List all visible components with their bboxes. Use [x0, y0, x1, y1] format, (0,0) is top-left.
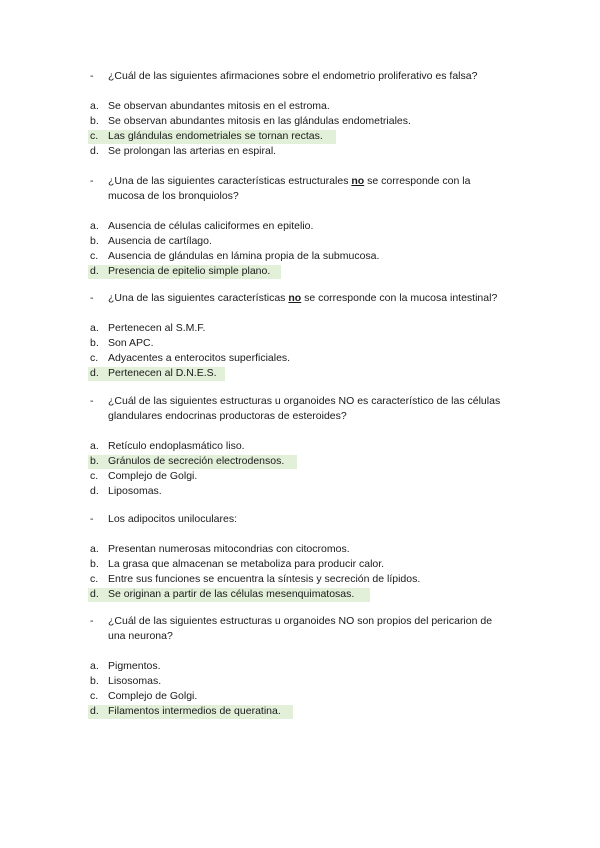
question-bullet: - — [90, 513, 94, 525]
option-c-correct — [0, 129, 600, 144]
option-text: Pertenecen al D.N.E.S. — [108, 367, 217, 379]
question-text-continued: mucosa de los bronquiolos? — [108, 190, 239, 202]
question-bullet: - — [90, 395, 94, 407]
option-c — [0, 689, 600, 704]
option-text: Se observan abundantes mitosis en el estroma. — [108, 100, 330, 112]
question-bullet: - — [90, 70, 94, 82]
question-text: ¿Cuál de las siguientes estructuras u organoides NO es característico de las células — [108, 395, 501, 407]
option-letter: a. — [90, 322, 99, 334]
question-2 — [0, 174, 600, 279]
option-c — [0, 351, 600, 366]
option-text: Presentan numerosas mitocondrias con citocromos. — [108, 543, 350, 555]
option-text: Presencia de epitelio simple plano. — [108, 265, 271, 277]
option-d-correct — [0, 264, 600, 279]
option-letter: b. — [90, 558, 99, 570]
question-text-part: ¿Una de las siguientes características — [108, 292, 289, 304]
option-text: Complejo de Golgi. — [108, 690, 198, 702]
option-text: Pertenecen al S.M.F. — [108, 322, 206, 334]
option-d-correct — [0, 587, 600, 602]
option-b — [0, 336, 600, 351]
option-letter: d. — [90, 705, 99, 717]
question-bullet: - — [90, 615, 94, 627]
question-text: Los adipocitos uniloculares: — [108, 513, 237, 525]
option-text: Se originan a partir de las células mesenquimatosas. — [108, 588, 355, 600]
option-letter: a. — [90, 220, 99, 232]
question-bullet: - — [90, 175, 94, 187]
question-text — [108, 174, 470, 189]
option-b — [0, 114, 600, 129]
question-bullet: - — [90, 292, 94, 304]
option-letter: d. — [90, 588, 99, 600]
option-d-correct — [0, 366, 600, 381]
question-6 — [0, 614, 600, 719]
option-text: Se prolongan las arterias en espiral. — [108, 145, 277, 157]
question-text-part: se corresponde con la — [364, 175, 471, 187]
question-text-continued: glandulares endocrinas productoras de esteroides? — [108, 410, 347, 422]
option-a — [0, 219, 600, 234]
option-a — [0, 321, 600, 336]
question-text-part: ¿Una de las siguientes características estructurales — [108, 175, 352, 187]
option-text: Son APC. — [108, 337, 154, 349]
emphasis-no: no — [288, 292, 302, 304]
option-text: Retículo endoplasmático liso. — [108, 440, 245, 452]
question-5 — [0, 512, 600, 602]
option-text: Ausencia de células caliciformes en epitelio. — [108, 220, 314, 232]
emphasis-no: no — [351, 175, 365, 187]
option-text: Liposomas. — [108, 485, 162, 497]
option-letter: c. — [90, 573, 99, 585]
option-letter: c. — [90, 690, 99, 702]
option-text: Adyacentes a enterocitos superficiales. — [108, 352, 291, 364]
option-text: Gránulos de secreción electrodensos. — [108, 455, 285, 467]
option-letter: c. — [90, 470, 99, 482]
option-letter: b. — [90, 675, 99, 687]
option-c — [0, 572, 600, 587]
option-text: Ausencia de cartílago. — [108, 235, 212, 247]
question-text: ¿Cuál de las siguientes estructuras u organoides NO son propios del pericarion de — [108, 615, 493, 627]
option-letter: d. — [90, 485, 99, 497]
option-letter: b. — [90, 115, 99, 127]
option-a — [0, 542, 600, 557]
option-letter: c. — [90, 250, 99, 262]
question-text: ¿Cuál de las siguientes afirmaciones sobre el endometrio proliferativo es falsa? — [108, 70, 478, 82]
question-3 — [0, 291, 600, 381]
question-text-part: se corresponde con la mucosa intestinal? — [301, 292, 498, 304]
option-text: Ausencia de glándulas en lámina propia de la submucosa. — [108, 250, 380, 262]
option-a — [0, 439, 600, 454]
option-letter: a. — [90, 440, 99, 452]
option-text: Las glándulas endometriales se tornan rectas. — [108, 130, 323, 142]
option-letter: c. — [90, 130, 99, 142]
option-letter: b. — [90, 235, 99, 247]
option-letter: a. — [90, 543, 99, 555]
question-4 — [0, 394, 600, 499]
question-1 — [0, 69, 600, 159]
option-letter: b. — [90, 455, 99, 467]
option-b — [0, 674, 600, 689]
option-text: La grasa que almacenan se metaboliza para producir calor. — [108, 558, 385, 570]
option-b — [0, 234, 600, 249]
option-d — [0, 484, 600, 499]
option-text: Pigmentos. — [108, 660, 161, 672]
option-b-correct — [0, 454, 600, 469]
option-letter: d. — [90, 145, 99, 157]
option-letter: d. — [90, 367, 99, 379]
option-a — [0, 659, 600, 674]
option-a — [0, 99, 600, 114]
option-letter: a. — [90, 100, 99, 112]
option-d-correct — [0, 704, 600, 719]
option-text: Entre sus funciones se encuentra la síntesis y secreción de lípidos. — [108, 573, 421, 585]
option-letter: b. — [90, 337, 99, 349]
option-letter: c. — [90, 352, 99, 364]
question-text — [108, 291, 497, 306]
option-c — [0, 469, 600, 484]
option-text: Se observan abundantes mitosis en las glándulas endometriales. — [108, 115, 411, 127]
option-text: Filamentos intermedios de queratina. — [108, 705, 281, 717]
option-letter: a. — [90, 660, 99, 672]
option-text: Complejo de Golgi. — [108, 470, 198, 482]
question-text-continued: una neurona? — [108, 630, 173, 642]
option-b — [0, 557, 600, 572]
option-letter: d. — [90, 265, 99, 277]
option-c — [0, 249, 600, 264]
option-d — [0, 144, 600, 159]
option-text: Lisosomas. — [108, 675, 162, 687]
